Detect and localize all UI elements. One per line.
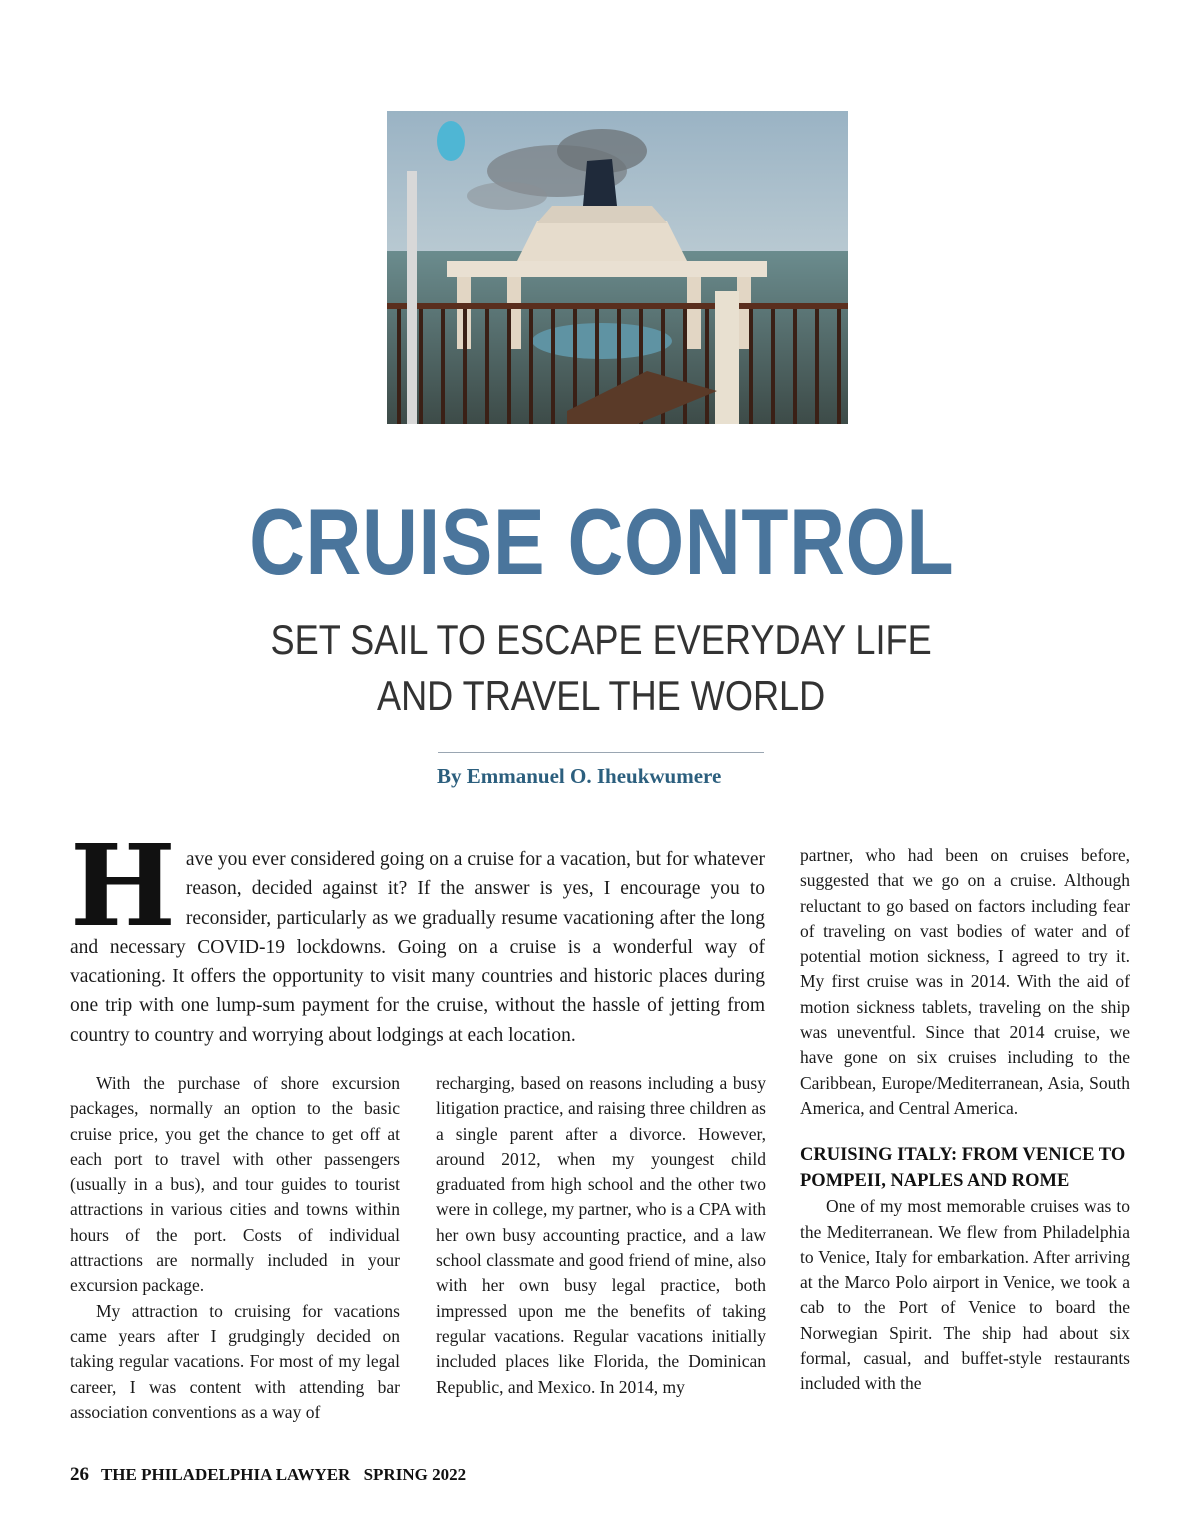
body-column-3 — [800, 843, 1130, 1397]
page-number: 26 — [70, 1464, 89, 1485]
drop-cap: H — [70, 821, 176, 952]
issue-date: SPRING 2022 — [363, 1465, 467, 1484]
body-paragraph: One of my most memorable cruises was to the Mediterranean. We flew from Philadelphia to Venice, Italy for embarkation. After arriving at the Marco Polo airport in Venice, we took a cab to the Port of Venice to board the Norwegian Spirit. The ship had about six formal, casual, and buffet-style restaurants included with the — [800, 1196, 1130, 1394]
subtitle-line-1: SET SAIL TO ESCAPE EVERYDAY LIFE — [270, 616, 932, 663]
body-paragraph: recharging, based on reasons including a busy litigation practice, and raising three children as a single parent after a divorce. However, around 2012, when my youngest child graduated from high school and the other two were in college, my partner, who is a CPA with her own busy accounting practice, and a law school classmate and good friend of mine, also with her own busy legal practice, both impressed upon me the benefits of taking regular vacations. Regular vacations initially included places like Florida, the Dominican Republic, and Mexico. In 2014, my — [436, 1073, 766, 1397]
lead-paragraph — [70, 821, 765, 1050]
lead-text: ave you ever considered going on a cruise for a vacation, but for whatever reason, decided against it? If the answer is yes, I encourage you to reconsider, particularly as we gradually resume vacationing after the long and necessary COVID-19 lockdowns. Going on a cruise is a wonderful way of vacationing. It offers the opportunity to visit many countries and historic places during one trip with one lump-sum payment for the cruise, without the hassle of jetting from country to country and worrying about lodgings at each location. — [70, 849, 765, 1046]
section-heading: CRUISING ITALY: FROM VENICE TO POMPEII, NAPLES AND ROME — [800, 1145, 1126, 1192]
publication-name: THE PHILADELPHIA LAWYER — [100, 1465, 351, 1484]
article-subtitle — [85, 612, 1117, 724]
subtitle-line-2: AND TRAVEL THE WORLD — [376, 672, 826, 719]
body-column-2 — [436, 1071, 766, 1400]
cruise-ship-deck-photo — [387, 111, 848, 424]
byline: By Emmanuel O. Iheukwumere — [437, 764, 722, 788]
body-column-1 — [70, 1071, 400, 1425]
body-paragraph: partner, who had been on cruises before, suggested that we go on a cruise. Although reluctant to go based on factors including fear of traveling on vast bodies of water and of potential motion sickness, I agreed to try it. My first cruise was in 2014. With the aid of motion sickness tablets, traveling on the ship was uneventful. Since that 2014 cruise, we have gone on six cruises including to the Caribbean, Europe/Mediterranean, Asia, South America, and Central America. — [800, 845, 1130, 1118]
body-paragraph: With the purchase of shore excursion packages, normally an option to the basic cruise price, you get the chance to get off at each port to travel with other passengers (usually in a bus), and tour guides to tourist attractions in various cities and towns within hours of the port. Costs of individual attractions are normally included in your excursion package. — [70, 1073, 400, 1296]
byline-divider — [438, 752, 764, 753]
body-paragraph: My attraction to cruising for vacations came years after I grudgingly decided on taking regular vacations. For most of my legal career, I was content with attending bar association conventions as a way of — [70, 1300, 400, 1422]
page-footer — [70, 1464, 475, 1486]
article-title: CRUISE CONTROL — [249, 489, 955, 594]
